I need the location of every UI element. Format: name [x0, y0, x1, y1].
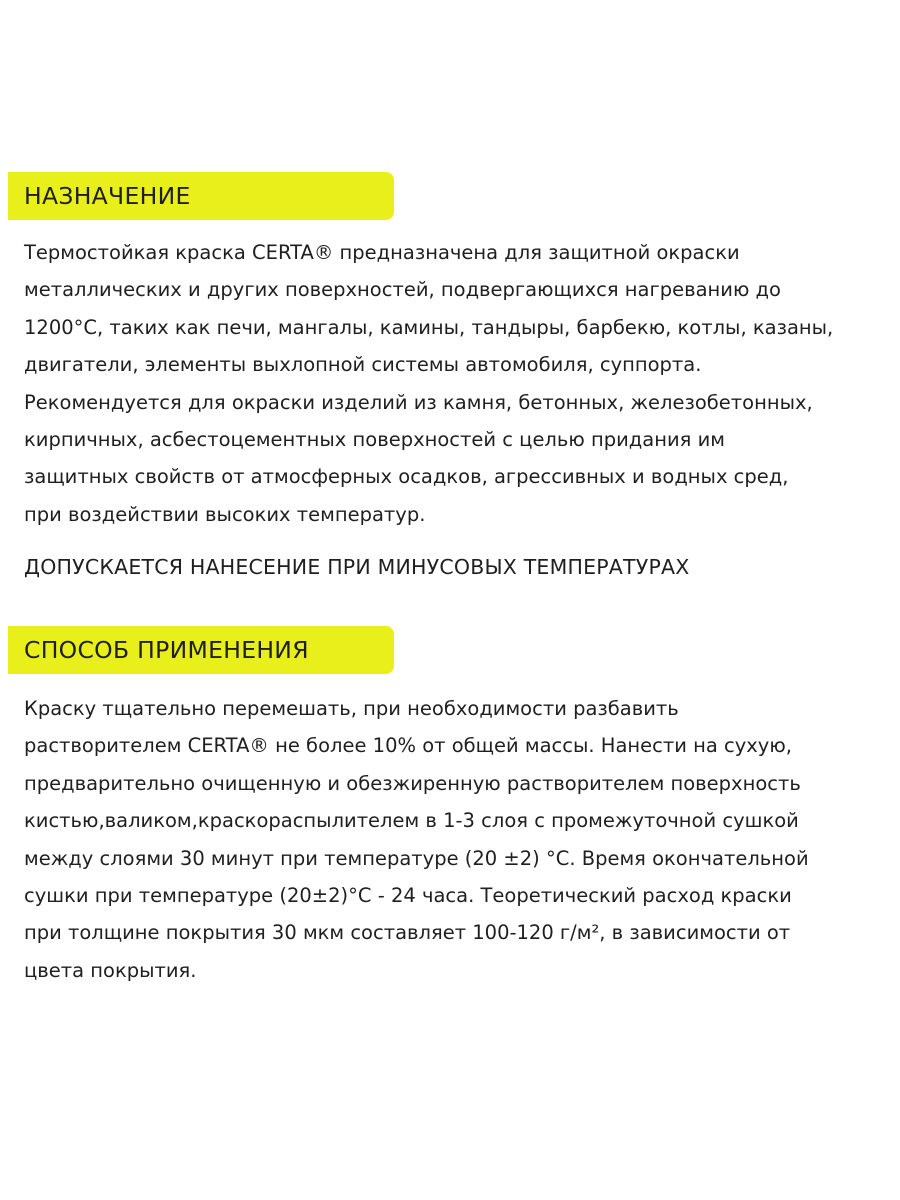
purpose-line: двигатели, элементы выхлопной системы автомобиля, суппорта. [24, 353, 702, 377]
usage-line: сушки при температуре (20±2)°C - 24 часа. Теоретический расход краски [24, 884, 792, 908]
usage-line: растворителем CERTA® не более 10% от общей массы. Нанести на сухую, [24, 734, 792, 758]
purpose-line: металлических и других поверхностей, подвергающихся нагреванию до [24, 278, 781, 302]
usage-line: предварительно очищенную и обезжиренную растворителем поверхность [24, 771, 801, 795]
purpose-line: кирпичных, асбестоцементных поверхностей с целью придания им [24, 428, 725, 452]
purpose-line: защитных свойств от атмосферных осадков, агрессивных и водных сред, [24, 465, 789, 489]
usage-line: при толщине покрытия 30 мкм составляет 100-120 г/м², в зависимости от [24, 921, 791, 945]
section-title-purpose: НАЗНАЧЕНИЕ [24, 182, 191, 210]
purpose-line: Рекомендуется для окраски изделий из камня, бетонных, железобетонных, [24, 390, 813, 414]
usage-line: кистью,валиком,краскораспылителем в 1-3 слоя с промежуточной сушкой [24, 809, 799, 833]
purpose-line: 1200°C, таких как печи, мангалы, камины, тандыры, барбекю, котлы, казаны, [24, 315, 834, 339]
usage-line: между слоями 30 минут при температуре (20 ±2) °C. Время окончательной [24, 846, 809, 870]
section-header-purpose [8, 172, 394, 220]
purpose-line: при воздействии высоких температур. [24, 502, 426, 526]
usage-line: цвета покрытия. [24, 958, 197, 982]
negative-temperature-notice: ДОПУСКАЕТСЯ НАНЕСЕНИЕ ПРИ МИНУСОВЫХ ТЕМПЕРАТУРАХ [24, 555, 690, 579]
section-title-usage: СПОСОБ ПРИМЕНЕНИЯ [24, 636, 309, 664]
purpose-line: Термостойкая краска CERTA® предназначена для защитной окраски [24, 241, 740, 264]
purpose-paragraph [24, 234, 886, 533]
section-header-usage [8, 626, 394, 674]
usage-line: Краску тщательно перемешать, при необходимости разбавить [24, 697, 679, 720]
usage-paragraph [24, 690, 886, 989]
